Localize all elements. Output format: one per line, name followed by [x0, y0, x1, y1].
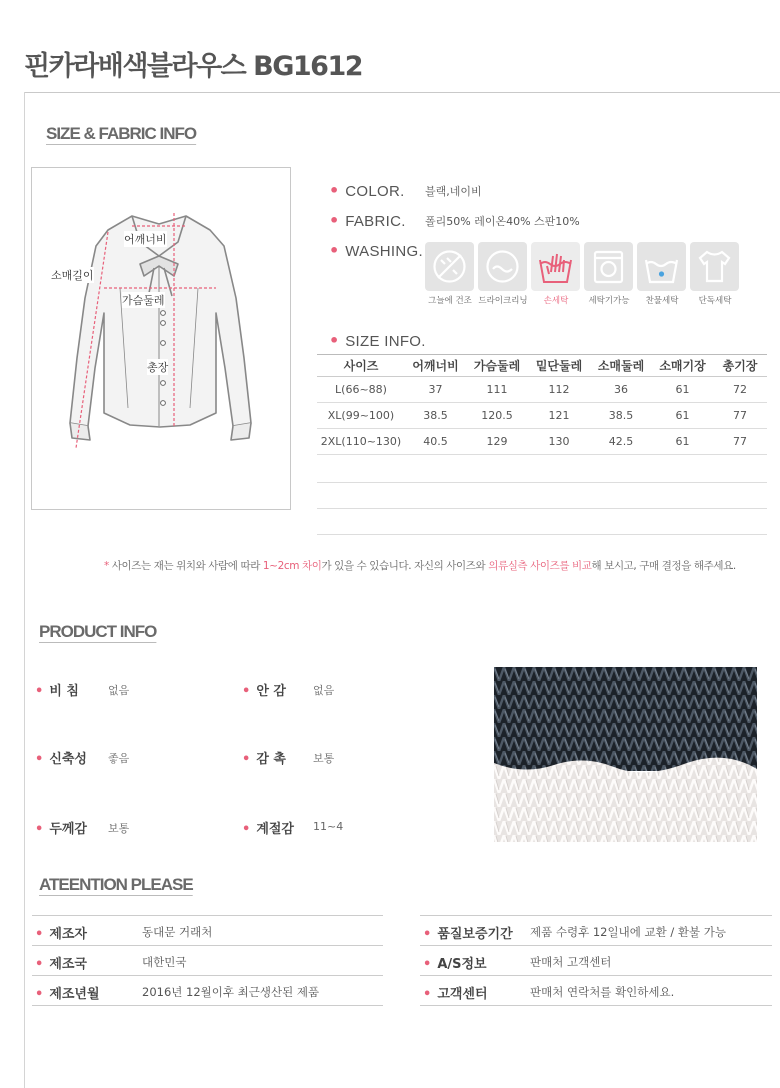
- attention-label: • 제조국: [35, 957, 87, 972]
- length-label: 총장: [147, 361, 169, 374]
- shoulder-label: 어깨너비: [124, 233, 167, 246]
- color-row: [329, 181, 405, 200]
- product-info-label: • 신축성: [35, 752, 87, 767]
- bullet-icon: •: [35, 822, 44, 837]
- attention-value: 대한민국: [142, 955, 187, 969]
- table-empty-row: [317, 534, 767, 535]
- attention-label: • 제조년월: [35, 987, 100, 1002]
- table-header-row: [317, 355, 767, 377]
- hand-wash-icon: [531, 242, 580, 291]
- product-info-value: 보통: [108, 822, 130, 835]
- bullet-icon: •: [35, 684, 44, 699]
- note-text: 해 보시고, 구매 결정을 해주세요.: [591, 560, 736, 572]
- table-cell: 37: [405, 377, 466, 403]
- product-info-label: • 비 침: [35, 684, 79, 699]
- washing-machine-icon: [584, 242, 633, 291]
- table-header: 가슴둘레: [466, 355, 528, 377]
- divider: [32, 1005, 383, 1006]
- table-cell: 40.5: [405, 429, 466, 455]
- table-empty-row: [317, 482, 767, 483]
- size-table: [317, 354, 767, 455]
- attention-label: • A/S정보: [423, 957, 487, 972]
- table-cell: 120.5: [466, 403, 528, 429]
- table-cell: 77: [713, 429, 767, 455]
- attention-value: 제품 수령후 12일내에 교환 / 환불 가능: [530, 925, 726, 939]
- fabric-row: [329, 211, 406, 230]
- product-info-value: 보통: [313, 752, 335, 765]
- table-cell: XL(99~100): [317, 403, 405, 429]
- table-cell: 112: [528, 377, 590, 403]
- size-info-label: SIZE INFO.: [345, 333, 426, 350]
- attention-value: 판매처 연락처를 확인하세요.: [530, 985, 675, 999]
- product-info-label: • 두께감: [35, 822, 87, 837]
- divider: [420, 945, 772, 946]
- attention-label: • 품질보증기간: [423, 927, 513, 942]
- note-highlight: 1~2cm 차이: [262, 560, 322, 572]
- table-header: 밑단둘레: [528, 355, 590, 377]
- washing-row: [329, 241, 423, 260]
- table-header: 소매기장: [652, 355, 713, 377]
- table-header: 사이즈: [317, 355, 405, 377]
- sleeve-label: 소매길이: [51, 269, 94, 282]
- bullet-icon: •: [423, 987, 432, 1002]
- table-cell: 61: [652, 377, 713, 403]
- table-row: [317, 403, 767, 429]
- product-info-value: 11~4: [313, 820, 344, 833]
- table-cell: 36: [590, 377, 652, 403]
- fabric-closeup-image: [494, 667, 757, 842]
- note-star: *: [104, 560, 109, 572]
- note-text: 가 있을 수 있습니다. 자신의 사이즈와: [321, 560, 489, 572]
- table-cell: 77: [713, 403, 767, 429]
- bullet-icon: •: [242, 752, 251, 767]
- bullet-icon: •: [423, 927, 432, 942]
- divider: [32, 915, 383, 916]
- blouse-illustration: [32, 168, 290, 509]
- attention-label: • 제조자: [35, 927, 87, 942]
- chest-label: 가슴둘레: [122, 294, 165, 307]
- table-header: 총기장: [713, 355, 767, 377]
- product-info-value: 좋음: [108, 752, 130, 765]
- page-title: 핀카라배색블라우스 BG1612: [24, 51, 363, 82]
- separate-wash-icon: [690, 242, 739, 291]
- table-cell: 130: [528, 429, 590, 455]
- wash-caption: 손세탁: [543, 296, 569, 306]
- color-label: COLOR.: [345, 183, 405, 200]
- divider: [420, 1005, 772, 1006]
- blouse-diagram: [31, 167, 291, 510]
- table-cell: 111: [466, 377, 528, 403]
- table-cell: 2XL(110~130): [317, 429, 405, 455]
- mild-wash-icon: [637, 242, 686, 291]
- bullet-icon: •: [35, 752, 44, 767]
- attention-value: 판매처 고객센터: [530, 955, 612, 969]
- wash-caption: 그늘에 건조: [428, 296, 472, 306]
- bullet-icon: •: [329, 331, 340, 350]
- table-cell: 42.5: [590, 429, 652, 455]
- divider: [420, 915, 772, 916]
- bullet-icon: •: [329, 211, 340, 230]
- product-info-value: 없음: [313, 684, 335, 697]
- table-cell: 61: [652, 403, 713, 429]
- bullet-icon: •: [242, 822, 251, 837]
- table-row: [317, 377, 767, 403]
- table-cell: 61: [652, 429, 713, 455]
- no-tumble-dry-icon: [425, 242, 474, 291]
- bullet-icon: •: [35, 927, 44, 942]
- note-text: 사이즈는 재는 위치와 사람에 따라: [108, 560, 263, 572]
- table-header: 어깨너비: [405, 355, 466, 377]
- wash-caption: 단독세탁: [698, 296, 732, 306]
- table-row: [317, 429, 767, 455]
- table-cell: 38.5: [590, 403, 652, 429]
- table-cell: L(66~88): [317, 377, 405, 403]
- table-header: 소매둘레: [590, 355, 652, 377]
- dry-clean-icon: [478, 242, 527, 291]
- wash-caption: 세탁기가능: [588, 296, 630, 306]
- size-note: [104, 558, 736, 573]
- attention-heading: ATEENTION PLEASE: [39, 875, 193, 894]
- washing-label: WASHING.: [345, 243, 423, 260]
- wash-caption: 드라이크리닝: [478, 296, 528, 306]
- product-info-label: • 감 촉: [242, 752, 286, 767]
- table-cell: 129: [466, 429, 528, 455]
- fabric-label: FABRIC.: [345, 213, 406, 230]
- table-cell: 121: [528, 403, 590, 429]
- wash-caption: 찬물세탁: [645, 296, 679, 306]
- table-cell: 38.5: [405, 403, 466, 429]
- table-empty-row: [317, 508, 767, 509]
- attention-value: 동대문 거래처: [142, 925, 213, 939]
- size-fabric-heading: SIZE & FABRIC INFO: [46, 124, 197, 143]
- bullet-icon: •: [35, 987, 44, 1002]
- left-border: [24, 92, 25, 1088]
- table-cell: 72: [713, 377, 767, 403]
- bullet-icon: •: [35, 957, 44, 972]
- attention-value: 2016년 12월이후 최근생산된 제품: [142, 985, 320, 999]
- bullet-icon: •: [329, 241, 340, 260]
- product-info-label: • 계절감: [242, 822, 294, 837]
- fabric-value: 폴리50% 레이온40% 스판10%: [425, 215, 580, 228]
- product-info-label: • 안 감: [242, 684, 286, 699]
- attention-label: • 고객센터: [423, 987, 488, 1002]
- divider: [32, 945, 383, 946]
- divider: [32, 975, 383, 976]
- bullet-icon: •: [423, 957, 432, 972]
- bullet-icon: •: [329, 181, 340, 200]
- product-info-value: 없음: [108, 684, 130, 697]
- color-value: 블랙,네이비: [425, 185, 482, 198]
- size-info-row: [329, 331, 426, 350]
- bullet-icon: •: [242, 684, 251, 699]
- product-info-heading: PRODUCT INFO: [39, 622, 157, 641]
- note-highlight: 의류실측 사이즈를 비교: [488, 560, 592, 572]
- divider: [420, 975, 772, 976]
- title-divider: [24, 92, 780, 93]
